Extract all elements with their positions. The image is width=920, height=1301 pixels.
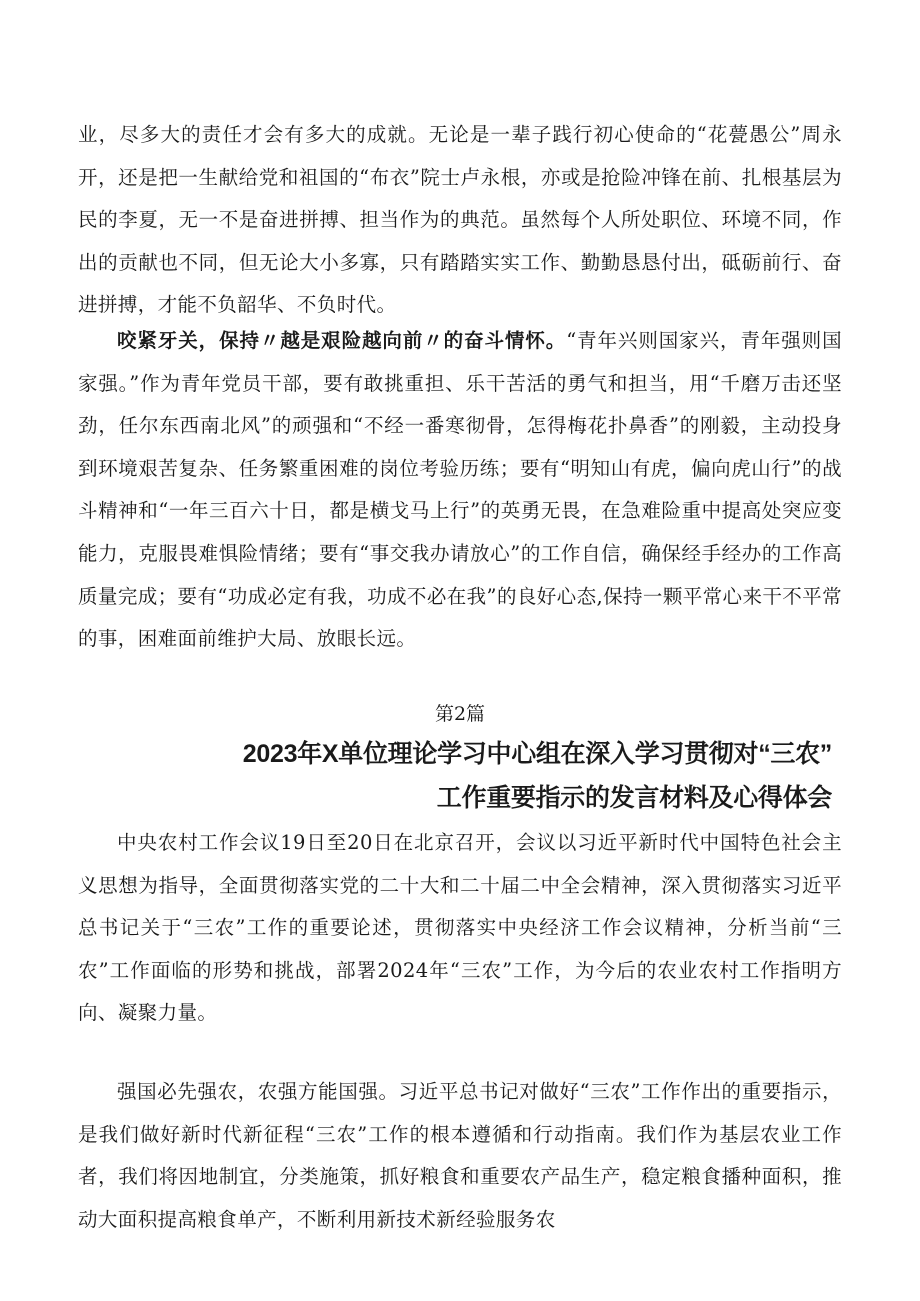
body-paragraph-1: 业，尽多大的责任才会有多大的成就。无论是一辈子践行初心使命的“花甍愚公”周永开，还是把一生献给党和祖国的“布衣”院士卢永根，亦或是抢险冲锋在前、扎根基层为民的李夏，无一不是奋进拼搏、担当作为的典范。虽然每个人所处职位、环境不同，作出的贡献也不同，但无论大小多寡，只有踏踏实实工作、勤勤恳恳付出，砥砺前行、奋进拼搏，才能不负韶华、不负时代。 bbox=[78, 123, 842, 317]
article-title-line-1: 2023年X单位理论学习中心组在深入学习贯彻对“三农” bbox=[242, 740, 832, 768]
paragraph-lead-sentence: 咬紧牙关，保持〃越是艰险越向前〃的奋斗情怀。 bbox=[117, 329, 567, 352]
article-title-line-2: 工作重要指示的发言材料及心得体会 bbox=[436, 784, 832, 812]
section-label: 第2篇 bbox=[434, 703, 486, 725]
paragraph-body-text: “青年兴则国家兴，青年强则国家强。”作为青年党员干部，要有敢挑重担、乐干苦活的勇气和担当，用“千磨万击还坚劲，任尔东西南北风”的顽强和“不经一番寒彻骨，怎得梅花扑鼻香”的刚毅，主动投身到环境艰苦复杂、任务繁重困难的岗位考验历练；要有“明知山有虎，偏向虎山行”的战斗精神和“一年三百六十日，都是横戈马上行”的英勇无畏，在急难险重中提高处突应变能力，克服畏难惧险情绪；要有“事交我办请放心”的工作自信，确保经手经办的工作高质量完成；要有“功成必定有我，功成不必在我”的良好心态,保持一颗平常心来干不平常的事，困难面前维护大局、放眼长远。 bbox=[78, 329, 842, 651]
body-paragraph-4: 强国必先强农，农强方能国强。习近平总书记对做好“三农”工作作出的重要指示，是我们做好新时代新征程“三农”工作的根本遵循和行动指南。我们作为基层农业工作者，我们将因地制宜，分类施策，抓好粮食和重要农产品生产，稳定粮食播种面积，推动大面积提高粮食单产，不断利用新技术新经验服务农 bbox=[78, 1080, 842, 1231]
body-paragraph-2 bbox=[78, 320, 842, 661]
body-paragraph-3: 中央农村工作会议19日至20日在北京召开，会议以习近平新时代中国特色社会主义思想为指导，全面贯彻落实党的二十大和二十届二中全会精神，深入贯彻落实习近平总书记关于“三农”工作的重要论述，贯彻落实中央经济工作会议精神，分析当前“三农”工作面临的形势和挑战，部署2024年“三农”工作，为今后的农业农村工作指明方向、凝聚力量。 bbox=[78, 831, 842, 1025]
